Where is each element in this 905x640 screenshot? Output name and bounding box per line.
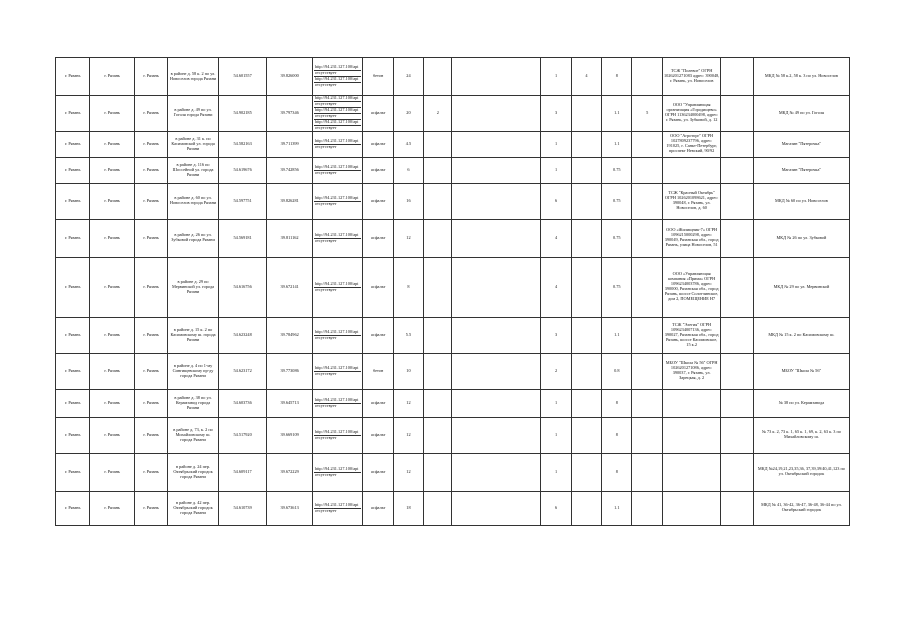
area-cell: 20 — [393, 96, 423, 132]
owner-placeholder-cell — [452, 389, 541, 417]
map-link-status: отсутствует — [314, 238, 337, 243]
address-cell: в районе д. 116 по Шоссейной ул. города Рязани — [168, 157, 219, 183]
municipality-cell: г. Рязань — [56, 131, 90, 157]
locality-cell: г. Рязань — [134, 157, 167, 183]
pad-cell: 5 — [632, 96, 662, 132]
address-cell: в районе д. 29 по Мервинской ул. города Рязани — [168, 257, 219, 317]
settlement-cell: г. Рязань — [90, 257, 135, 317]
owner-placeholder-cell — [452, 417, 541, 453]
container-count-cell: 1 — [541, 131, 571, 157]
owner-cell — [662, 417, 721, 453]
extra-count-cell — [424, 389, 452, 417]
surface-cell: асфальт — [363, 453, 393, 491]
locality-cell: г. Рязань — [134, 389, 167, 417]
sub-count-cell — [571, 453, 601, 491]
municipality-cell: г. Рязань — [56, 58, 90, 96]
table-row — [56, 96, 850, 132]
table-row — [56, 219, 850, 257]
longitude-cell: 39.672229 — [267, 453, 313, 491]
locality-cell: г. Рязань — [134, 317, 167, 353]
sub-count-cell — [571, 257, 601, 317]
map-link[interactable]: http://94.231.127.100/api — [314, 233, 362, 239]
pad-cell — [632, 157, 662, 183]
owner-placeholder-cell — [452, 58, 541, 96]
container-count-cell: 1 — [541, 389, 571, 417]
sub-count-cell — [571, 157, 601, 183]
surface-cell: бетон — [363, 58, 393, 96]
longitude-cell: 39.811162 — [267, 219, 313, 257]
surface-cell: асфальт — [363, 219, 393, 257]
map-link-status: отсутствует — [314, 125, 337, 130]
settlement-cell: г. Рязань — [90, 491, 135, 525]
owner-cell: ТСЖ "Красный Октябрь" ОГРН 1026201098621, адрес: 390048, г. Рязань, ул. Новоселов, д. 60 — [662, 183, 721, 219]
volume-cell: 1.1 — [602, 491, 632, 525]
table-row — [56, 157, 850, 183]
map-link-status: отсутствует — [314, 435, 337, 440]
address-cell: в районе д. 60 по ул. Новоселов города Рязани — [168, 183, 219, 219]
extra-count-cell — [424, 219, 452, 257]
container-count-cell: 6 — [541, 491, 571, 525]
settlement-cell: г. Рязань — [90, 96, 135, 132]
waste-source-cell: МБОУ "Школа № 56" — [753, 353, 849, 389]
volume-cell: 0.75 — [602, 183, 632, 219]
map-link[interactable]: http://94.231.127.100/api — [314, 139, 362, 145]
extra-count-cell — [424, 317, 452, 353]
surface-cell: асфальт — [363, 96, 393, 132]
area-cell: 24 — [393, 58, 423, 96]
table-row — [56, 389, 850, 417]
settlement-cell: г. Рязань — [90, 183, 135, 219]
extra-count-cell — [424, 157, 452, 183]
settlement-cell: г. Рязань — [90, 219, 135, 257]
owner-cell: ТСЖ "Элегия" ОГРН 1096234007136, адрес: 390027, Рязанская обл., город Рязань, шоссе Касимовское, 15 к.2 — [662, 317, 721, 353]
map-link-cell — [312, 157, 363, 183]
extra-count-cell — [424, 353, 452, 389]
map-link-cell — [312, 96, 363, 132]
address-cell: в районе д. 4 по 1-му Сингищевскому пр-ду города Рязани — [168, 353, 219, 389]
owner-placeholder-cell — [452, 257, 541, 317]
address-cell: в районе д. 58 к. 2 по ул. Новоселов города Рязани — [168, 58, 219, 96]
surface-cell: асфальт — [363, 317, 393, 353]
longitude-cell: 39.784962 — [267, 317, 313, 353]
area-cell: 12 — [393, 417, 423, 453]
volume-cell: 8 — [602, 453, 632, 491]
owner-cell: МБОУ "Школа № 56" ОГРН 1026201271086, адрес: 390037, г. Рязань, ул. Зарецкая, д. 2 — [662, 353, 721, 389]
blank-cell — [721, 219, 753, 257]
blank-cell — [721, 389, 753, 417]
blank-cell — [721, 131, 753, 157]
longitude-cell: 39.797346 — [267, 96, 313, 132]
volume-cell: 0.75 — [602, 157, 632, 183]
pad-cell — [632, 453, 662, 491]
map-link-cell — [312, 389, 363, 417]
map-link-status: отсутствует — [314, 287, 337, 292]
pad-cell — [632, 257, 662, 317]
locality-cell: г. Рязань — [134, 491, 167, 525]
settlement-cell: г. Рязань — [90, 58, 135, 96]
container-count-cell: 2 — [541, 353, 571, 389]
locality-cell: г. Рязань — [134, 257, 167, 317]
container-count-cell: 1 — [541, 453, 571, 491]
municipality-cell: г. Рязань — [56, 353, 90, 389]
table-row — [56, 417, 850, 453]
locality-cell: г. Рязань — [134, 417, 167, 453]
owner-cell — [662, 157, 721, 183]
municipality-cell: г. Рязань — [56, 257, 90, 317]
address-cell: в районе д. 49 по ул. Гоголя города Рязани — [168, 96, 219, 132]
waste-source-cell: Магазин "Пятерочка" — [753, 131, 849, 157]
surface-cell: асфальт — [363, 157, 393, 183]
waste-source-cell: МКД № 29 по ул. Мервинской — [753, 257, 849, 317]
map-link-status: отсутствует — [314, 371, 337, 376]
owner-cell: ООО "Управляющая организация «Городищево» ОГРН 1136234000498, адрес: г. Рязань, ул. Зубковой, д. 12 — [662, 96, 721, 132]
owner-cell — [662, 453, 721, 491]
map-link-status: отсутствует — [314, 472, 337, 477]
map-link-status: отсутствует — [314, 508, 337, 513]
map-link-status: отсутствует — [314, 170, 337, 175]
map-link-status: отсутствует — [314, 335, 337, 340]
pad-cell — [632, 317, 662, 353]
locality-cell: г. Рязань — [134, 131, 167, 157]
pad-cell — [632, 491, 662, 525]
map-link[interactable]: http://94.231.127.100/api — [314, 77, 362, 83]
owner-placeholder-cell — [452, 183, 541, 219]
pad-cell — [632, 389, 662, 417]
address-cell: в районе д. 15 к. 2 по Касимовскому ш. города Рязани — [168, 317, 219, 353]
sub-count-cell — [571, 131, 601, 157]
map-link[interactable]: http://94.231.127.100/api — [314, 165, 362, 171]
table-row — [56, 257, 850, 317]
map-link[interactable]: http://94.231.127.100/api — [314, 366, 362, 372]
volume-cell: 8 — [602, 417, 632, 453]
waste-source-cell: № 73 к. 2, 73 к. 1, 65 к. 1, 69, к. 2, 63 к. 3 по Михайловскому ш. — [753, 417, 849, 453]
extra-count-cell: 2 — [424, 96, 452, 132]
settlement-cell: г. Рязань — [90, 353, 135, 389]
latitude-cell: 54.616756 — [218, 257, 267, 317]
area-cell: 8 — [393, 257, 423, 317]
waste-source-cell: МКД № 49 по ул. Гоголя — [753, 96, 849, 132]
map-link-cell — [312, 131, 363, 157]
extra-count-cell — [424, 491, 452, 525]
locality-cell: г. Рязань — [134, 183, 167, 219]
address-cell: в районе д. 38 по ул. Керамзавод города Рязани — [168, 389, 219, 417]
surface-cell: асфальт — [363, 389, 393, 417]
map-link[interactable]: http://94.231.127.100/api — [314, 282, 362, 288]
waste-source-cell: МКД №24,19,21,23,35,36, 37,39,39/40,41,123 по ул. Октябрьский городок — [753, 453, 849, 491]
pad-cell — [632, 353, 662, 389]
container-count-cell: 1 — [541, 417, 571, 453]
locality-cell: г. Рязань — [134, 58, 167, 96]
container-count-cell: 3 — [541, 317, 571, 353]
table-row — [56, 183, 850, 219]
address-cell: в районе д. 73, к. 2 по Михайловскому ш. города Рязани — [168, 417, 219, 453]
municipality-cell: г. Рязань — [56, 157, 90, 183]
pad-cell — [632, 219, 662, 257]
table-row — [56, 491, 850, 525]
sub-count-cell — [571, 317, 601, 353]
sub-count-cell — [571, 96, 601, 132]
waste-source-cell: МКД № 41, 36-42, 36-47, 36-48, 36-44 по ул. Октябрьский городок — [753, 491, 849, 525]
locality-cell: г. Рязань — [134, 219, 167, 257]
waste-source-cell: МКД № 26 по ул. Зубковой — [753, 219, 849, 257]
owner-placeholder-cell — [452, 157, 541, 183]
surface-cell: асфальт — [363, 183, 393, 219]
extra-count-cell — [424, 453, 452, 491]
owner-placeholder-cell — [452, 453, 541, 491]
area-cell: 6 — [393, 157, 423, 183]
surface-cell: асфальт — [363, 417, 393, 453]
sub-count-cell — [571, 389, 601, 417]
longitude-cell: 39.672141 — [267, 257, 313, 317]
owner-placeholder-cell — [452, 219, 541, 257]
container-count-cell: 3 — [541, 96, 571, 132]
map-link-cell — [312, 183, 363, 219]
settlement-cell: г. Рязань — [90, 389, 135, 417]
blank-cell — [721, 317, 753, 353]
container-count-cell: 1 — [541, 157, 571, 183]
latitude-cell: 54.603736 — [218, 389, 267, 417]
map-link[interactable]: http://94.231.127.100/api — [314, 430, 362, 436]
surface-cell: асфальт — [363, 257, 393, 317]
area-cell: 10 — [393, 353, 423, 389]
sub-count-cell — [571, 417, 601, 453]
map-link-cell — [312, 58, 363, 96]
waste-source-cell: МКД № 15 к. 2 по Касимовскому ш. — [753, 317, 849, 353]
waste-source-cell: № 38 по ул. Керамзавода — [753, 389, 849, 417]
blank-cell — [721, 417, 753, 453]
volume-cell: 8 — [602, 58, 632, 96]
latitude-cell: 54.569181 — [218, 219, 267, 257]
map-link-status: отсутствует — [314, 71, 362, 77]
municipality-cell: г. Рязань — [56, 453, 90, 491]
address-cell: в районе д. 26 по ул. Зубковой города Рязани — [168, 219, 219, 257]
area-cell: 16 — [393, 183, 423, 219]
map-link-status: отсутствует — [314, 114, 362, 120]
longitude-cell: 39.826000 — [267, 58, 313, 96]
locality-cell: г. Рязань — [134, 353, 167, 389]
map-link[interactable]: http://94.231.127.100/api — [314, 330, 362, 336]
waste-source-cell: МКД № 60 по ул. Новоселов — [753, 183, 849, 219]
volume-cell: 0.8 — [602, 353, 632, 389]
owner-cell: ООО "Агроторг" ОГРН 1027809237796, адрес: 191025, г. Санкт-Петербург, проспект Невский, 90/92 — [662, 131, 721, 157]
sub-count-cell — [571, 353, 601, 389]
latitude-cell: 54.623172 — [218, 353, 267, 389]
latitude-cell: 54.623248 — [218, 317, 267, 353]
map-link[interactable]: http://94.231.127.100/api — [314, 120, 362, 126]
settlement-cell: г. Рязань — [90, 317, 135, 353]
sub-count-cell — [571, 491, 601, 525]
owner-cell: ООО «Жилищник-7» ОГРН 1096215000298, адрес: 390049, Рязанская обл., город Рязань, улица Новоселов, 51 — [662, 219, 721, 257]
volume-cell: 8 — [602, 389, 632, 417]
map-link-cell — [312, 417, 363, 453]
map-link-cell — [312, 491, 363, 525]
map-link-status: отсутствует — [314, 403, 337, 408]
locality-cell: г. Рязань — [134, 453, 167, 491]
latitude-cell: 54.582163 — [218, 131, 267, 157]
municipality-cell: г. Рязань — [56, 491, 90, 525]
owner-cell: ООО «Управляющая компания «Прима» ОГРН 1096234003786, адрес: 390000, Рязанская обл., город Рязань, шоссе Солотчинское, дом 2, ПОМЕЩЕНИЕ Н7 — [662, 257, 721, 317]
pad-cell — [632, 183, 662, 219]
surface-cell: асфальт — [363, 131, 393, 157]
latitude-cell: 54.610739 — [218, 491, 267, 525]
latitude-cell: 54.597751 — [218, 183, 267, 219]
volume-cell: 0.75 — [602, 257, 632, 317]
container-count-cell: 1 — [541, 58, 571, 96]
table-row — [56, 131, 850, 157]
pad-cell — [632, 58, 662, 96]
owner-placeholder-cell — [452, 491, 541, 525]
municipality-cell: г. Рязань — [56, 317, 90, 353]
map-link[interactable]: http://94.231.127.100/api — [314, 108, 362, 114]
volume-cell: 0.75 — [602, 219, 632, 257]
extra-count-cell — [424, 417, 452, 453]
blank-cell — [721, 183, 753, 219]
volume-cell: 1.1 — [602, 96, 632, 132]
longitude-cell: 39.673613 — [267, 491, 313, 525]
volume-cell: 1.1 — [602, 317, 632, 353]
latitude-cell: 54.619676 — [218, 157, 267, 183]
sub-count-cell: 4 — [571, 58, 601, 96]
map-link-status: отсутствует — [314, 102, 362, 108]
map-link[interactable]: http://94.231.127.100/api — [314, 96, 362, 102]
area-cell: 12 — [393, 219, 423, 257]
owner-placeholder-cell — [452, 131, 541, 157]
waste-source-cell: МКД № 58 к.2, 58 к. 3 по ул. Новоселов — [753, 58, 849, 96]
extra-count-cell — [424, 131, 452, 157]
locality-cell: г. Рязань — [134, 96, 167, 132]
settlement-cell: г. Рязань — [90, 157, 135, 183]
surface-cell: бетон — [363, 353, 393, 389]
address-cell: в районе д. 24 пер. Октябрьский городок города Рязани — [168, 453, 219, 491]
latitude-cell: 54.902185 — [218, 96, 267, 132]
table-row — [56, 453, 850, 491]
latitude-cell: 54.601557 — [218, 58, 267, 96]
longitude-cell: 39.826281 — [267, 183, 313, 219]
sub-count-cell — [571, 183, 601, 219]
waste-site-registry-table — [55, 57, 850, 526]
municipality-cell: г. Рязань — [56, 183, 90, 219]
map-link-status: отсутствует — [314, 201, 337, 206]
map-link-cell — [312, 219, 363, 257]
volume-cell: 1.1 — [602, 131, 632, 157]
container-count-cell: 4 — [541, 257, 571, 317]
municipality-cell: г. Рязань — [56, 219, 90, 257]
map-link-cell — [312, 257, 363, 317]
area-cell: 5.5 — [393, 317, 423, 353]
map-link-cell — [312, 353, 363, 389]
area-cell: 18 — [393, 491, 423, 525]
extra-count-cell — [424, 58, 452, 96]
settlement-cell: г. Рязань — [90, 131, 135, 157]
longitude-cell: 39.669109 — [267, 417, 313, 453]
pad-cell — [632, 131, 662, 157]
table-row — [56, 353, 850, 389]
container-count-cell: 4 — [541, 219, 571, 257]
map-link[interactable]: http://94.231.127.100/api — [314, 503, 362, 509]
municipality-cell: г. Рязань — [56, 417, 90, 453]
map-link[interactable]: http://94.231.127.100/api — [314, 467, 362, 473]
owner-cell: ТСЖ "Полевое" ОГРН 1026201271083 адрес: 390048, г. Рязань, ул. Новоселов — [662, 58, 721, 96]
map-link[interactable]: http://94.231.127.100/api — [314, 65, 362, 71]
owner-cell — [662, 389, 721, 417]
municipality-cell: г. Рязань — [56, 96, 90, 132]
longitude-cell: 39.645713 — [267, 389, 313, 417]
pad-cell — [632, 417, 662, 453]
extra-count-cell — [424, 257, 452, 317]
map-link[interactable]: http://94.231.127.100/api — [314, 196, 362, 202]
longitude-cell: 39.742856 — [267, 157, 313, 183]
owner-cell — [662, 491, 721, 525]
blank-cell — [721, 353, 753, 389]
address-cell: в районе д. 31 к. по Касимовской ул. города Рязани — [168, 131, 219, 157]
area-cell: 12 — [393, 453, 423, 491]
map-link-status: отсутствует — [314, 82, 337, 87]
map-link-status: отсутствует — [314, 144, 337, 149]
container-count-cell: 6 — [541, 183, 571, 219]
sub-count-cell — [571, 219, 601, 257]
blank-cell — [721, 157, 753, 183]
map-link[interactable]: http://94.231.127.100/api — [314, 398, 362, 404]
map-link-cell — [312, 453, 363, 491]
table-row — [56, 58, 850, 96]
owner-placeholder-cell — [452, 353, 541, 389]
blank-cell — [721, 257, 753, 317]
map-link-cell — [312, 317, 363, 353]
area-cell: 12 — [393, 389, 423, 417]
surface-cell: асфальт — [363, 491, 393, 525]
latitude-cell: 54.517920 — [218, 417, 267, 453]
extra-count-cell — [424, 183, 452, 219]
blank-cell — [721, 58, 753, 96]
settlement-cell: г. Рязань — [90, 453, 135, 491]
blank-cell — [721, 491, 753, 525]
table-row — [56, 317, 850, 353]
blank-cell — [721, 96, 753, 132]
latitude-cell: 54.609117 — [218, 453, 267, 491]
waste-source-cell: Магазин "Пятерочка" — [753, 157, 849, 183]
blank-cell — [721, 453, 753, 491]
settlement-cell: г. Рязань — [90, 417, 135, 453]
longitude-cell: 39.773086 — [267, 353, 313, 389]
owner-placeholder-cell — [452, 317, 541, 353]
area-cell: 4.5 — [393, 131, 423, 157]
longitude-cell: 39.711399 — [267, 131, 313, 157]
municipality-cell: г. Рязань — [56, 389, 90, 417]
owner-placeholder-cell — [452, 96, 541, 132]
address-cell: в районе д. 42 пер. Октябрьский городок города Рязани — [168, 491, 219, 525]
